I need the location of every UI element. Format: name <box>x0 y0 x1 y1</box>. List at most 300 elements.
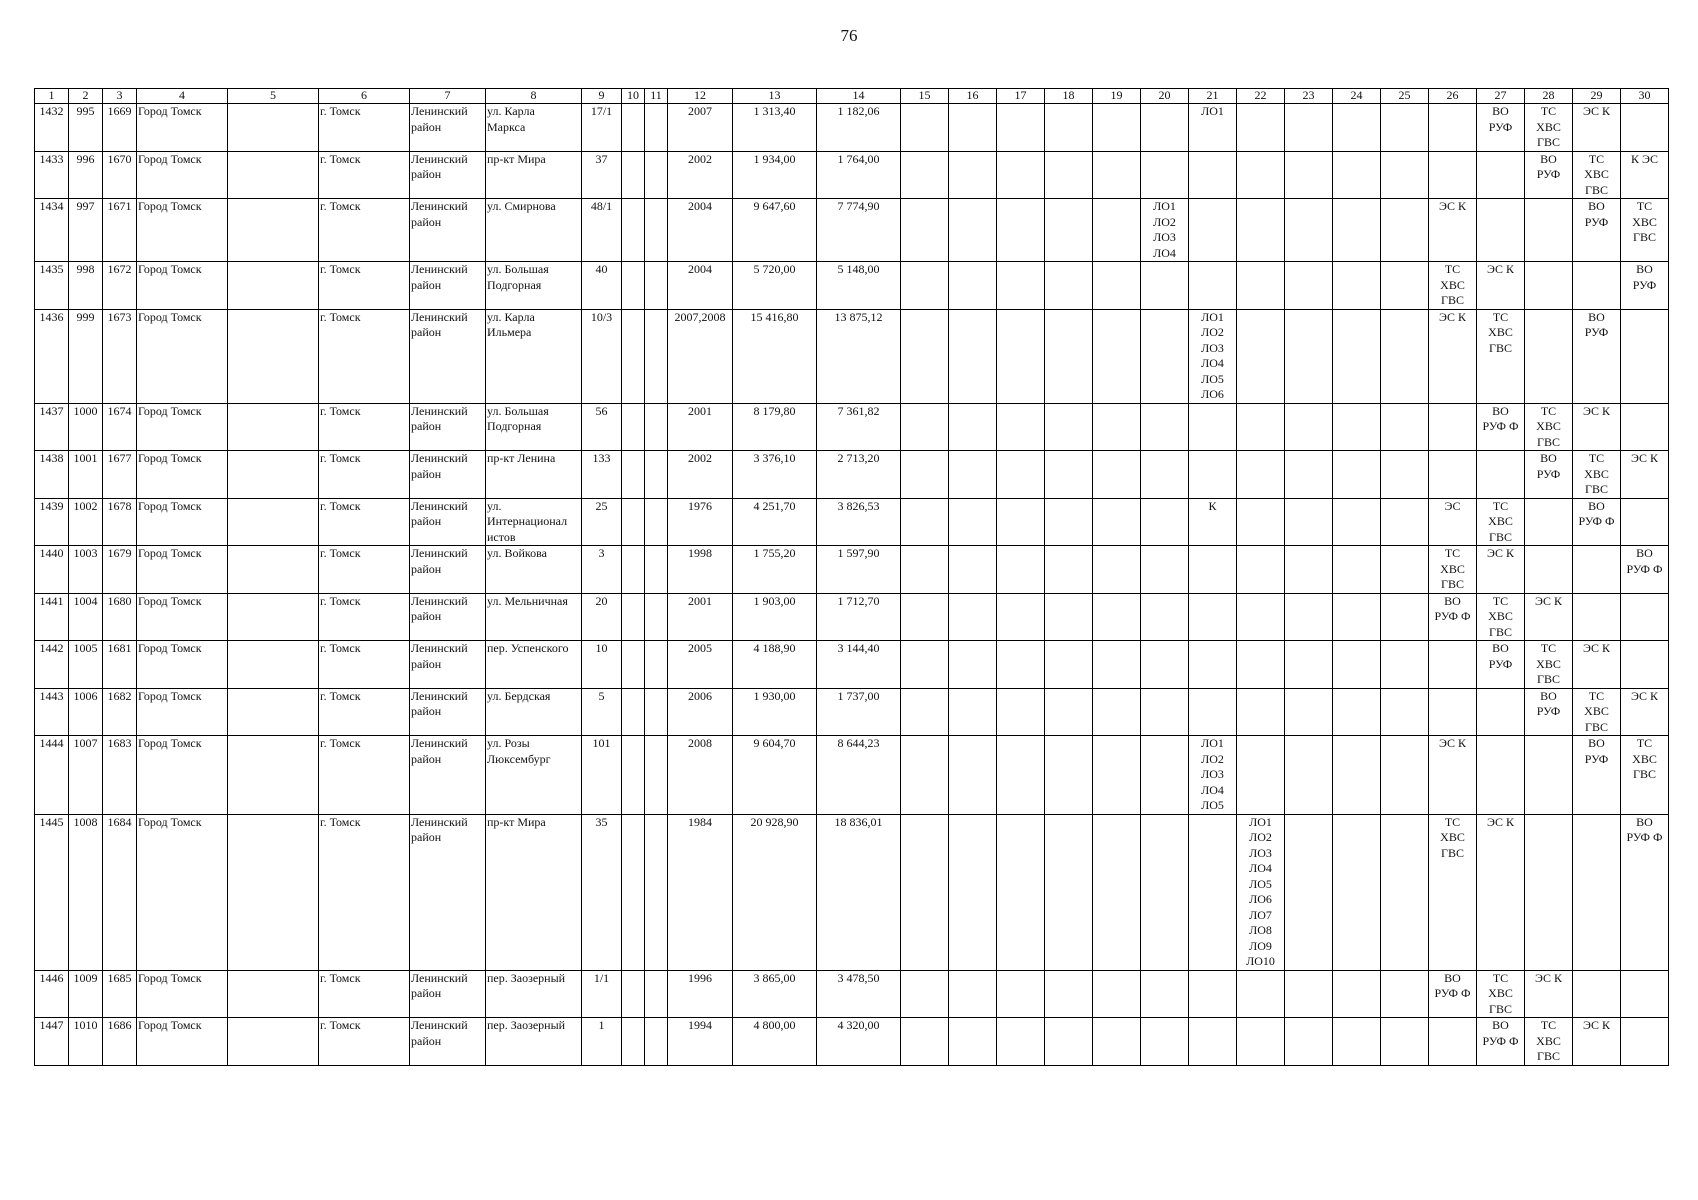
cell-col-29 <box>1573 546 1621 594</box>
cell-col-20 <box>1141 688 1189 736</box>
cell-col-3: 1683 <box>103 736 137 815</box>
cell-col-23 <box>1285 1018 1333 1066</box>
column-header-27: 27 <box>1477 89 1525 104</box>
cell-col-15 <box>901 309 949 403</box>
cell-col-9: 1/1 <box>582 970 622 1018</box>
cell-col-5 <box>228 970 319 1018</box>
column-header-25: 25 <box>1381 89 1429 104</box>
cell-col-6: г. Томск <box>319 546 410 594</box>
cell-col-21 <box>1189 688 1237 736</box>
cell-col-11 <box>645 688 668 736</box>
cell-col-9: 1 <box>582 1018 622 1066</box>
cell-col-5 <box>228 546 319 594</box>
cell-col-20 <box>1141 641 1189 689</box>
cell-col-23 <box>1285 403 1333 451</box>
cell-col-22 <box>1237 736 1285 815</box>
cell-col-13: 9 604,70 <box>733 736 817 815</box>
cell-col-25 <box>1381 199 1429 262</box>
cell-col-4: Город Томск <box>137 104 228 152</box>
cell-col-12: 1998 <box>668 546 733 594</box>
cell-col-29: ТС ХВС ГВС <box>1573 151 1621 199</box>
cell-col-3: 1684 <box>103 814 137 970</box>
cell-col-30 <box>1621 498 1669 546</box>
table-row <box>35 309 1669 403</box>
cell-col-27 <box>1477 451 1525 499</box>
cell-col-18 <box>1045 403 1093 451</box>
cell-col-22 <box>1237 451 1285 499</box>
cell-col-18 <box>1045 970 1093 1018</box>
cell-col-4: Город Томск <box>137 403 228 451</box>
cell-col-30: ЭС К <box>1621 451 1669 499</box>
cell-col-26: ВО РУФ Ф <box>1429 593 1477 641</box>
cell-col-25 <box>1381 451 1429 499</box>
cell-col-18 <box>1045 451 1093 499</box>
cell-col-8: ул. Большая Подгорная <box>486 262 582 310</box>
cell-col-2: 1004 <box>69 593 103 641</box>
cell-col-29: ВО РУФ <box>1573 736 1621 815</box>
cell-col-23 <box>1285 970 1333 1018</box>
cell-col-20 <box>1141 309 1189 403</box>
cell-col-1: 1434 <box>35 199 69 262</box>
cell-col-20 <box>1141 546 1189 594</box>
cell-col-29: ВО РУФ <box>1573 309 1621 403</box>
cell-col-18 <box>1045 546 1093 594</box>
cell-col-6: г. Томск <box>319 403 410 451</box>
cell-col-17 <box>997 546 1045 594</box>
cell-col-18 <box>1045 498 1093 546</box>
cell-col-1: 1442 <box>35 641 69 689</box>
cell-col-11 <box>645 403 668 451</box>
cell-col-16 <box>949 309 997 403</box>
cell-col-18 <box>1045 309 1093 403</box>
cell-col-5 <box>228 199 319 262</box>
column-header-6: 6 <box>319 89 410 104</box>
cell-col-21 <box>1189 199 1237 262</box>
cell-col-18 <box>1045 688 1093 736</box>
cell-col-9: 25 <box>582 498 622 546</box>
cell-col-25 <box>1381 403 1429 451</box>
cell-col-4: Город Томск <box>137 736 228 815</box>
cell-col-23 <box>1285 688 1333 736</box>
column-header-7: 7 <box>410 89 486 104</box>
cell-col-21 <box>1189 970 1237 1018</box>
cell-col-10 <box>622 151 645 199</box>
cell-col-24 <box>1333 309 1381 403</box>
cell-col-14: 18 836,01 <box>817 814 901 970</box>
cell-col-7: Ленинский район <box>410 309 486 403</box>
cell-col-9: 37 <box>582 151 622 199</box>
cell-col-12: 2001 <box>668 593 733 641</box>
cell-col-12: 1996 <box>668 970 733 1018</box>
cell-col-2: 1010 <box>69 1018 103 1066</box>
cell-col-20 <box>1141 104 1189 152</box>
cell-col-20 <box>1141 736 1189 815</box>
cell-col-23 <box>1285 641 1333 689</box>
cell-col-11 <box>645 593 668 641</box>
page-number: 76 <box>840 26 858 45</box>
cell-col-9: 17/1 <box>582 104 622 152</box>
cell-col-1: 1436 <box>35 309 69 403</box>
cell-col-22 <box>1237 970 1285 1018</box>
cell-col-17 <box>997 1018 1045 1066</box>
cell-col-6: г. Томск <box>319 262 410 310</box>
cell-col-24 <box>1333 151 1381 199</box>
cell-col-19 <box>1093 262 1141 310</box>
cell-col-7: Ленинский район <box>410 498 486 546</box>
cell-col-7: Ленинский район <box>410 546 486 594</box>
cell-col-21 <box>1189 262 1237 310</box>
cell-col-15 <box>901 498 949 546</box>
cell-col-28 <box>1525 546 1573 594</box>
cell-col-14: 1 737,00 <box>817 688 901 736</box>
cell-col-9: 101 <box>582 736 622 815</box>
cell-col-17 <box>997 593 1045 641</box>
cell-col-6: г. Томск <box>319 688 410 736</box>
cell-col-10 <box>622 688 645 736</box>
header-row <box>35 89 1669 104</box>
cell-col-9: 40 <box>582 262 622 310</box>
cell-col-28 <box>1525 736 1573 815</box>
cell-col-2: 1007 <box>69 736 103 815</box>
cell-col-17 <box>997 104 1045 152</box>
cell-col-7: Ленинский район <box>410 688 486 736</box>
cell-col-27: ВО РУФ Ф <box>1477 403 1525 451</box>
cell-col-28 <box>1525 262 1573 310</box>
table-row <box>35 688 1669 736</box>
cell-col-21 <box>1189 1018 1237 1066</box>
table-row <box>35 403 1669 451</box>
cell-col-17 <box>997 970 1045 1018</box>
cell-col-15 <box>901 814 949 970</box>
table-row <box>35 151 1669 199</box>
cell-col-27 <box>1477 736 1525 815</box>
cell-col-11 <box>645 451 668 499</box>
cell-col-10 <box>622 1018 645 1066</box>
cell-col-2: 1003 <box>69 546 103 594</box>
cell-col-27 <box>1477 199 1525 262</box>
cell-col-4: Город Томск <box>137 814 228 970</box>
cell-col-15 <box>901 451 949 499</box>
column-header-9: 9 <box>582 89 622 104</box>
cell-col-23 <box>1285 814 1333 970</box>
cell-col-12: 2002 <box>668 151 733 199</box>
cell-col-4: Город Томск <box>137 688 228 736</box>
cell-col-8: пер. Успенского <box>486 641 582 689</box>
cell-col-15 <box>901 403 949 451</box>
cell-col-11 <box>645 546 668 594</box>
cell-col-21 <box>1189 403 1237 451</box>
column-header-2: 2 <box>69 89 103 104</box>
cell-col-15 <box>901 641 949 689</box>
cell-col-10 <box>622 546 645 594</box>
cell-col-1: 1445 <box>35 814 69 970</box>
cell-col-8: ул. Войкова <box>486 546 582 594</box>
cell-col-3: 1671 <box>103 199 137 262</box>
cell-col-21: ЛО1 ЛО2 ЛО3 ЛО4 ЛО5 ЛО6 <box>1189 309 1237 403</box>
cell-col-16 <box>949 593 997 641</box>
cell-col-24 <box>1333 262 1381 310</box>
cell-col-30 <box>1621 1018 1669 1066</box>
cell-col-2: 996 <box>69 151 103 199</box>
cell-col-8: ул. Интернационал истов <box>486 498 582 546</box>
cell-col-21 <box>1189 641 1237 689</box>
cell-col-21 <box>1189 814 1237 970</box>
cell-col-26: ВО РУФ Ф <box>1429 970 1477 1018</box>
table-row <box>35 104 1669 152</box>
cell-col-10 <box>622 736 645 815</box>
cell-col-19 <box>1093 151 1141 199</box>
cell-col-23 <box>1285 736 1333 815</box>
cell-col-2: 997 <box>69 199 103 262</box>
cell-col-12: 2006 <box>668 688 733 736</box>
cell-col-11 <box>645 498 668 546</box>
cell-col-6: г. Томск <box>319 451 410 499</box>
cell-col-8: пр-кт Мира <box>486 151 582 199</box>
cell-col-4: Город Томск <box>137 1018 228 1066</box>
cell-col-19 <box>1093 1018 1141 1066</box>
cell-col-19 <box>1093 688 1141 736</box>
cell-col-19 <box>1093 736 1141 815</box>
cell-col-21 <box>1189 546 1237 594</box>
cell-col-24 <box>1333 199 1381 262</box>
cell-col-6: г. Томск <box>319 593 410 641</box>
cell-col-13: 5 720,00 <box>733 262 817 310</box>
cell-col-12: 1976 <box>668 498 733 546</box>
cell-col-27: ЭС К <box>1477 262 1525 310</box>
cell-col-29 <box>1573 814 1621 970</box>
cell-col-26: ЭС К <box>1429 736 1477 815</box>
cell-col-7: Ленинский район <box>410 451 486 499</box>
cell-col-17 <box>997 814 1045 970</box>
cell-col-3: 1670 <box>103 151 137 199</box>
cell-col-1: 1446 <box>35 970 69 1018</box>
cell-col-26 <box>1429 451 1477 499</box>
cell-col-26 <box>1429 641 1477 689</box>
cell-col-17 <box>997 309 1045 403</box>
cell-col-29 <box>1573 593 1621 641</box>
cell-col-9: 10/3 <box>582 309 622 403</box>
cell-col-13: 15 416,80 <box>733 309 817 403</box>
cell-col-13: 1 930,00 <box>733 688 817 736</box>
cell-col-14: 1 597,90 <box>817 546 901 594</box>
column-header-8: 8 <box>486 89 582 104</box>
cell-col-26 <box>1429 1018 1477 1066</box>
cell-col-15 <box>901 151 949 199</box>
cell-col-12: 2002 <box>668 451 733 499</box>
table-row <box>35 262 1669 310</box>
cell-col-8: пер. Заозерный <box>486 1018 582 1066</box>
cell-col-12: 2004 <box>668 262 733 310</box>
cell-col-29: ВО РУФ Ф <box>1573 498 1621 546</box>
table-row <box>35 199 1669 262</box>
cell-col-13: 1 313,40 <box>733 104 817 152</box>
cell-col-24 <box>1333 641 1381 689</box>
cell-col-17 <box>997 736 1045 815</box>
cell-col-16 <box>949 736 997 815</box>
cell-col-26: ЭС <box>1429 498 1477 546</box>
cell-col-13: 4 188,90 <box>733 641 817 689</box>
cell-col-5 <box>228 641 319 689</box>
cell-col-11 <box>645 104 668 152</box>
cell-col-25 <box>1381 309 1429 403</box>
cell-col-24 <box>1333 814 1381 970</box>
cell-col-2: 1008 <box>69 814 103 970</box>
cell-col-23 <box>1285 199 1333 262</box>
cell-col-20 <box>1141 151 1189 199</box>
column-header-28: 28 <box>1525 89 1573 104</box>
cell-col-19 <box>1093 199 1141 262</box>
cell-col-30 <box>1621 970 1669 1018</box>
column-header-12: 12 <box>668 89 733 104</box>
cell-col-30 <box>1621 104 1669 152</box>
cell-col-3: 1674 <box>103 403 137 451</box>
cell-col-24 <box>1333 1018 1381 1066</box>
cell-col-18 <box>1045 1018 1093 1066</box>
cell-col-5 <box>228 593 319 641</box>
cell-col-28: ТС ХВС ГВС <box>1525 403 1573 451</box>
cell-col-10 <box>622 593 645 641</box>
cell-col-28: ЭС К <box>1525 593 1573 641</box>
cell-col-12: 2007,2008 <box>668 309 733 403</box>
cell-col-2: 1000 <box>69 403 103 451</box>
cell-col-20 <box>1141 498 1189 546</box>
cell-col-25 <box>1381 688 1429 736</box>
cell-col-3: 1678 <box>103 498 137 546</box>
cell-col-25 <box>1381 970 1429 1018</box>
cell-col-29: ЭС К <box>1573 403 1621 451</box>
cell-col-12: 2008 <box>668 736 733 815</box>
column-header-14: 14 <box>817 89 901 104</box>
cell-col-11 <box>645 814 668 970</box>
column-header-3: 3 <box>103 89 137 104</box>
cell-col-14: 1 182,06 <box>817 104 901 152</box>
cell-col-26: ЭС К <box>1429 309 1477 403</box>
cell-col-30 <box>1621 641 1669 689</box>
cell-col-23 <box>1285 309 1333 403</box>
cell-col-20 <box>1141 593 1189 641</box>
cell-col-7: Ленинский район <box>410 736 486 815</box>
column-header-13: 13 <box>733 89 817 104</box>
cell-col-1: 1435 <box>35 262 69 310</box>
column-header-19: 19 <box>1093 89 1141 104</box>
cell-col-8: пр-кт Ленина <box>486 451 582 499</box>
cell-col-4: Город Томск <box>137 498 228 546</box>
cell-col-30 <box>1621 593 1669 641</box>
cell-col-3: 1682 <box>103 688 137 736</box>
cell-col-16 <box>949 151 997 199</box>
cell-col-28 <box>1525 814 1573 970</box>
table-row <box>35 498 1669 546</box>
cell-col-18 <box>1045 593 1093 641</box>
cell-col-1: 1439 <box>35 498 69 546</box>
cell-col-9: 20 <box>582 593 622 641</box>
cell-col-1: 1443 <box>35 688 69 736</box>
cell-col-7: Ленинский район <box>410 104 486 152</box>
cell-col-16 <box>949 970 997 1018</box>
cell-col-2: 1002 <box>69 498 103 546</box>
cell-col-8: пр-кт Мира <box>486 814 582 970</box>
cell-col-5 <box>228 309 319 403</box>
cell-col-24 <box>1333 104 1381 152</box>
cell-col-6: г. Томск <box>319 814 410 970</box>
cell-col-23 <box>1285 546 1333 594</box>
cell-col-28: ТС ХВС ГВС <box>1525 1018 1573 1066</box>
cell-col-7: Ленинский район <box>410 199 486 262</box>
cell-col-30: ВО РУФ Ф <box>1621 814 1669 970</box>
cell-col-26: ЭС К <box>1429 199 1477 262</box>
table-row <box>35 546 1669 594</box>
cell-col-11 <box>645 309 668 403</box>
cell-col-22 <box>1237 104 1285 152</box>
cell-col-6: г. Томск <box>319 309 410 403</box>
column-header-20: 20 <box>1141 89 1189 104</box>
column-header-10: 10 <box>622 89 645 104</box>
cell-col-5 <box>228 814 319 970</box>
cell-col-8: ул. Розы Люксембург <box>486 736 582 815</box>
cell-col-15 <box>901 688 949 736</box>
cell-col-22 <box>1237 498 1285 546</box>
cell-col-22: ЛО1 ЛО2 ЛО3 ЛО4 ЛО5 ЛО6 ЛО7 ЛО8 ЛО9 ЛО10 <box>1237 814 1285 970</box>
cell-col-11 <box>645 641 668 689</box>
cell-col-29: ЭС К <box>1573 641 1621 689</box>
cell-col-27: ТС ХВС ГВС <box>1477 498 1525 546</box>
cell-col-8: ул. Большая Подгорная <box>486 403 582 451</box>
cell-col-14: 8 644,23 <box>817 736 901 815</box>
cell-col-29: ЭС К <box>1573 1018 1621 1066</box>
cell-col-27: ВО РУФ Ф <box>1477 1018 1525 1066</box>
cell-col-26 <box>1429 688 1477 736</box>
cell-col-1: 1432 <box>35 104 69 152</box>
cell-col-25 <box>1381 814 1429 970</box>
cell-col-24 <box>1333 736 1381 815</box>
cell-col-28: ТС ХВС ГВС <box>1525 641 1573 689</box>
cell-col-14: 7 774,90 <box>817 199 901 262</box>
table-row <box>35 451 1669 499</box>
cell-col-28: ВО РУФ <box>1525 451 1573 499</box>
cell-col-26: ТС ХВС ГВС <box>1429 262 1477 310</box>
table-row <box>35 641 1669 689</box>
cell-col-17 <box>997 403 1045 451</box>
cell-col-2: 1009 <box>69 970 103 1018</box>
cell-col-9: 35 <box>582 814 622 970</box>
cell-col-20 <box>1141 403 1189 451</box>
cell-col-26 <box>1429 104 1477 152</box>
cell-col-28: ТС ХВС ГВС <box>1525 104 1573 152</box>
cell-col-7: Ленинский район <box>410 593 486 641</box>
cell-col-22 <box>1237 262 1285 310</box>
cell-col-1: 1447 <box>35 1018 69 1066</box>
cell-col-14: 3 478,50 <box>817 970 901 1018</box>
cell-col-19 <box>1093 403 1141 451</box>
cell-col-12: 2004 <box>668 199 733 262</box>
cell-col-17 <box>997 151 1045 199</box>
cell-col-15 <box>901 593 949 641</box>
cell-col-5 <box>228 1018 319 1066</box>
cell-col-7: Ленинский район <box>410 262 486 310</box>
cell-col-14: 5 148,00 <box>817 262 901 310</box>
table-row <box>35 814 1669 970</box>
cell-col-20 <box>1141 1018 1189 1066</box>
cell-col-8: ул. Карла Ильмера <box>486 309 582 403</box>
cell-col-26 <box>1429 151 1477 199</box>
cell-col-29: ВО РУФ <box>1573 199 1621 262</box>
cell-col-13: 9 647,60 <box>733 199 817 262</box>
cell-col-25 <box>1381 736 1429 815</box>
cell-col-6: г. Томск <box>319 104 410 152</box>
cell-col-29 <box>1573 970 1621 1018</box>
cell-col-30: ВО РУФ Ф <box>1621 546 1669 594</box>
cell-col-1: 1440 <box>35 546 69 594</box>
